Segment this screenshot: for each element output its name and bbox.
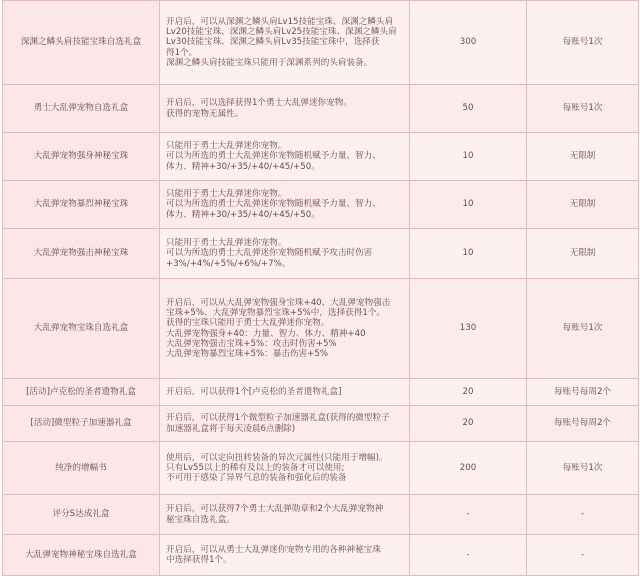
item-description-line: 只能用于勇士大乱弹迷你宠物。 [166,141,287,152]
item-description-line: 深渊之鳞头肩技能宝珠只能用于深渊系列的头肩装备。 [166,57,373,68]
item-description-cell [160,133,410,181]
item-description-cell [160,85,410,133]
table-row [3,133,639,181]
item-description-line: +3%/+4%/+5%/+6%/+7%。 [166,258,291,269]
item-description-cell [160,1,410,85]
item-description-line: 可以为所选的勇士大乱弹迷你宠物随机赋予攻击时伤害 [166,248,373,259]
item-description-line: 获得的宝珠只能用于勇士大乱弹迷你宠物。 [166,318,330,329]
table-row [3,181,639,229]
item-table-body [3,1,639,576]
item-limit-cell: 无限制 [527,229,639,279]
item-description-line: Lv30技能宝珠、深渊之鳞头肩Lv35技能宝珠中，选择获 [166,37,380,48]
item-description-line: 大乱弹宠物强身+40：力量、智力、体力、精神+40 [166,328,366,339]
item-description-line: 秘宝珠自选礼盒。 [166,514,235,525]
item-limit-cell: 每账号1次 [527,279,639,379]
item-description-cell [160,229,410,279]
item-description-cell [160,379,410,406]
item-description-cell [160,442,410,495]
item-description-line: 开启后，可以选择获得1个勇士大乱弹迷你宠物。 [166,98,352,109]
item-quantity-cell: 300 [410,1,527,85]
item-name-cell: 大乱弹宠物宝珠自选礼盒 [3,279,160,379]
item-description-line: 获得的宠物无属性。 [166,108,244,119]
item-name-cell: 纯净的增幅书 [3,442,160,495]
item-description-line: 开启后，可以获得1个微型粒子加速器礼盒(获得的微型粒子 [166,413,390,424]
item-description-cell [160,535,410,576]
item-name-cell: 大乱弹宠物强击神秘宝珠 [3,229,160,279]
item-quantity-cell: 130 [410,279,527,379]
table-row [3,535,639,576]
item-description-line: 开启后，可以从勇士大乱弹迷你宠物专用的各种神秘宝珠 [166,544,381,555]
item-description-cell [160,279,410,379]
item-name-cell: 大乱弹宠物暴烈神秘宝珠 [3,181,160,229]
item-quantity-cell: 50 [410,85,527,133]
table-row [3,442,639,495]
item-description-cell [160,181,410,229]
table-row [3,229,639,279]
item-limit-cell: 无限制 [527,181,639,229]
item-description-line: 得1个。 [166,47,198,58]
item-description-line: 只能用于勇士大乱弹迷你宠物。 [166,238,287,249]
table-row [3,279,639,379]
item-description-line: 只有Lv55以上的稀有及以上的装备才可以使用; [166,462,345,473]
item-description-line: 中选择获得1个。 [166,555,232,565]
table-row [3,1,639,85]
item-description-line: 大乱弹宠物暴烈宝珠+5%：暴击伤害+5% [166,348,328,359]
item-name-cell: [活动]卢克松的圣者遗物礼盒 [3,379,160,406]
item-quantity-cell: 10 [410,229,527,279]
item-limit-cell: 无限制 [527,133,639,181]
item-quantity-cell: 10 [410,133,527,181]
item-name-cell: 深渊之鳞头肩技能宝珠自选礼盒 [3,1,160,85]
item-name-cell: 大乱弹宠物神秘宝珠自选礼盒 [3,535,160,576]
item-limit-cell: - [527,535,639,576]
item-description-line: 可以为所选的勇士大乱弹迷你宠物随机赋予力量、智力、 [166,199,381,210]
item-description-line: 加速器礼盒将于每天凌晨6点删除) [166,423,296,434]
item-description-line: 开启后，可以获得1个[卢克松的圣者遗物礼盒] [166,386,342,397]
item-description-cell [160,406,410,442]
item-name-cell: 评分S达成礼盒 [3,495,160,535]
table-row [3,379,639,406]
item-quantity-cell: 10 [410,181,527,229]
item-quantity-cell: - [410,495,527,535]
item-name-cell: 勇士大乱弹宠物自选礼盒 [3,85,160,133]
item-description-line: 使用后，可以定向扭转装备的异次元属性(只能用于增幅)。 [166,452,388,463]
item-limit-cell: 每账号每周2个 [527,379,639,406]
table-row [3,495,639,535]
item-quantity-cell: - [410,535,527,576]
item-limit-cell: 每账号每周2个 [527,406,639,442]
item-quantity-cell: 20 [410,406,527,442]
item-limit-cell: - [527,495,639,535]
item-description-line: 体力、精神+30/+35/+40/+45/+50。 [166,209,320,220]
item-quantity-cell: 200 [410,442,527,495]
item-quantity-cell: 20 [410,379,527,406]
item-name-cell: 大乱弹宠物强身神秘宝珠 [3,133,160,181]
table-row [3,85,639,133]
item-description-line: 只能用于勇士大乱弹迷你宠物。 [166,189,287,200]
item-description-line: 大乱弹宠物强击宝珠+5%：攻击时伤害+5% [166,338,337,349]
item-description-line: 体力、精神+30/+35/+40/+45/+50。 [166,161,320,172]
item-limit-cell: 每账号1次 [527,85,639,133]
item-table [2,0,639,576]
item-description-line: 不可用于感染了异界气息的装备和强化后的装备 [166,473,347,484]
item-description-line: 开启后，可以获得7个勇士大乱弹勋章和2个大乱弹宠物神 [166,504,384,515]
table-row [3,406,639,442]
item-description-line: 宝珠+5%、大乱弹宠物暴烈宝珠+5%中，选择获得1个。 [166,308,386,319]
item-description-line: 可以为所选的勇士大乱弹迷你宠物随机赋予力量、智力、 [166,151,381,162]
item-description-line: 开启后，可以从深渊之鳞头肩Lv15技能宝珠、深渊之鳞头肩 [166,16,394,27]
item-description-cell [160,495,410,535]
item-description-line: 开启后，可以从大乱弹宠物强身宝珠+40、大乱弹宠物强击 [166,297,391,308]
item-description-line: Lv20技能宝珠、深渊之鳞头肩Lv25技能宝珠、深渊之鳞头肩 [166,27,397,38]
item-limit-cell: 每账号1次 [527,442,639,495]
item-name-cell: [活动]微型粒子加速器礼盒 [3,406,160,442]
item-limit-cell: 每账号1次 [527,1,639,85]
